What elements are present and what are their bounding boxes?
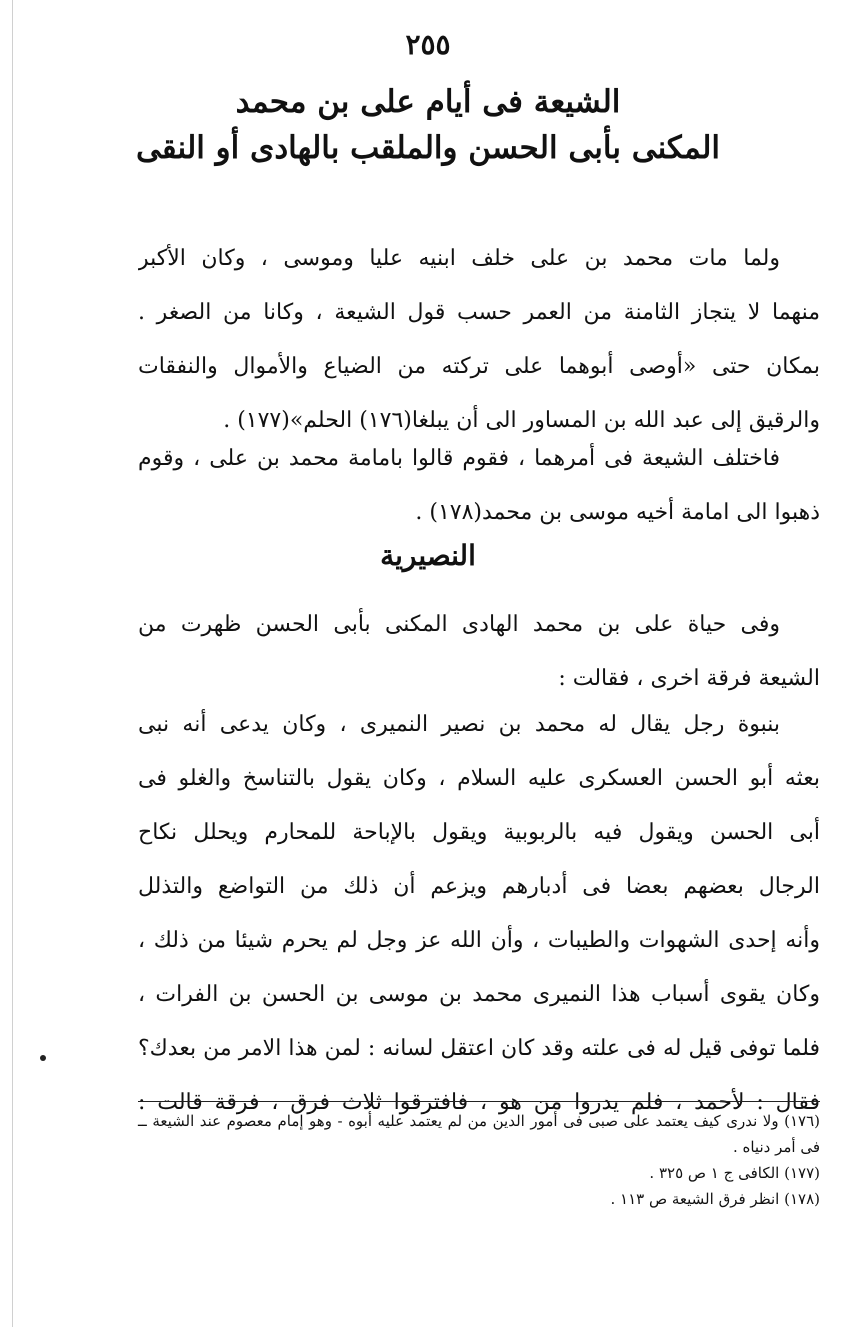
text-line: ولما مات محمد بن على خلف ابنيه عليا وموسى ، وكان الأكبر <box>138 246 781 271</box>
margin-dot <box>40 1055 46 1061</box>
text-line: بعثه أبو الحسن العسكرى عليه السلام ، وكان يقول بالتناسخ والغلو فى <box>138 766 820 791</box>
text-line: الرجال بعضهم بعضا فى أدبارهم ويزعم أن ذلك من التواضع والتذلل <box>138 874 820 899</box>
text-line: والرقيق إلى عبد الله بن المساور الى أن يبلغا(١٧٦) الحلم»(١٧٧) . <box>223 408 820 433</box>
footnote-177: (١٧٧) الكافى ج ١ ص ٣٢٥ . <box>649 1164 820 1182</box>
section-title: النصيرية <box>380 539 476 572</box>
chapter-heading-line-1: الشيعة فى أيام على بن محمد <box>235 84 621 120</box>
text-line: منهما لا يتجاز الثامنة من العمر حسب قول الشيعة ، وكانا من الصغر . <box>138 300 820 325</box>
text-line: فقال : لأحمد ، فلم يدروا من هو ، فافترقوا ثلاث فرق ، فرقة قالت : <box>138 1090 820 1115</box>
text-line: وفى حياة على بن محمد الهادى المكنى بأبى الحسن ظهرت من <box>138 612 780 637</box>
footnotes <box>138 1108 820 1212</box>
chapter-heading-line-2: المكنى بأبى الحسن والملقب بالهادى أو النقى <box>135 130 721 166</box>
footnote-separator <box>138 1101 820 1102</box>
paragraph-2 <box>138 432 820 540</box>
paragraph-1 <box>138 232 820 448</box>
text-line: الشيعة فرقة اخرى ، فقالت : <box>558 666 820 691</box>
paragraph-3 <box>138 598 820 706</box>
footnote-176: (١٧٦) ولا ندرى كيف يعتمد على صبى فى أمور الدين من لم يعتمد عليه أبوه - وهو إمام معصوم عند الشيعة ــ فى أمر دنياه . <box>138 1112 820 1156</box>
text-line: بنبوة رجل يقال له محمد بن نصير النميرى ، وكان يدعى أنه نبى <box>138 712 780 737</box>
text-line: فلما توفى قيل له فى علته وقد كان اعتقل لسانه : لمن هذا الامر من بعدك؟ <box>138 1036 820 1061</box>
text-line: بمكان حتى «أوصى أبوهما على تركته من الضياع والأموال والنفقات <box>138 354 820 379</box>
text-line: وأنه إحدى الشهوات والطيبات ، وأن الله عز وجل لم يحرم شيئا من ذلك ، <box>138 928 820 953</box>
text-line: فاختلف الشيعة فى أمرهما ، فقوم قالوا بامامة محمد بن على ، وقوم <box>138 446 780 471</box>
text-line: ذهبوا الى امامة أخيه موسى بن محمد(١٧٨) . <box>415 500 820 525</box>
text-line: أبى الحسن ويقول فيه بالربوبية ويقول بالإباحة للمحارم ويحلل نكاح <box>138 820 820 845</box>
scan-edge-line <box>12 0 13 1327</box>
paragraph-4 <box>138 698 820 1130</box>
text-line: وكان يقوى أسباب هذا النميرى محمد بن موسى بن الحسن بن الفرات ، <box>138 982 820 1007</box>
footnote-178: (١٧٨) انظر فرق الشيعة ص ١١٣ . <box>610 1190 820 1208</box>
page-number: ٢٥٥ <box>405 28 451 61</box>
